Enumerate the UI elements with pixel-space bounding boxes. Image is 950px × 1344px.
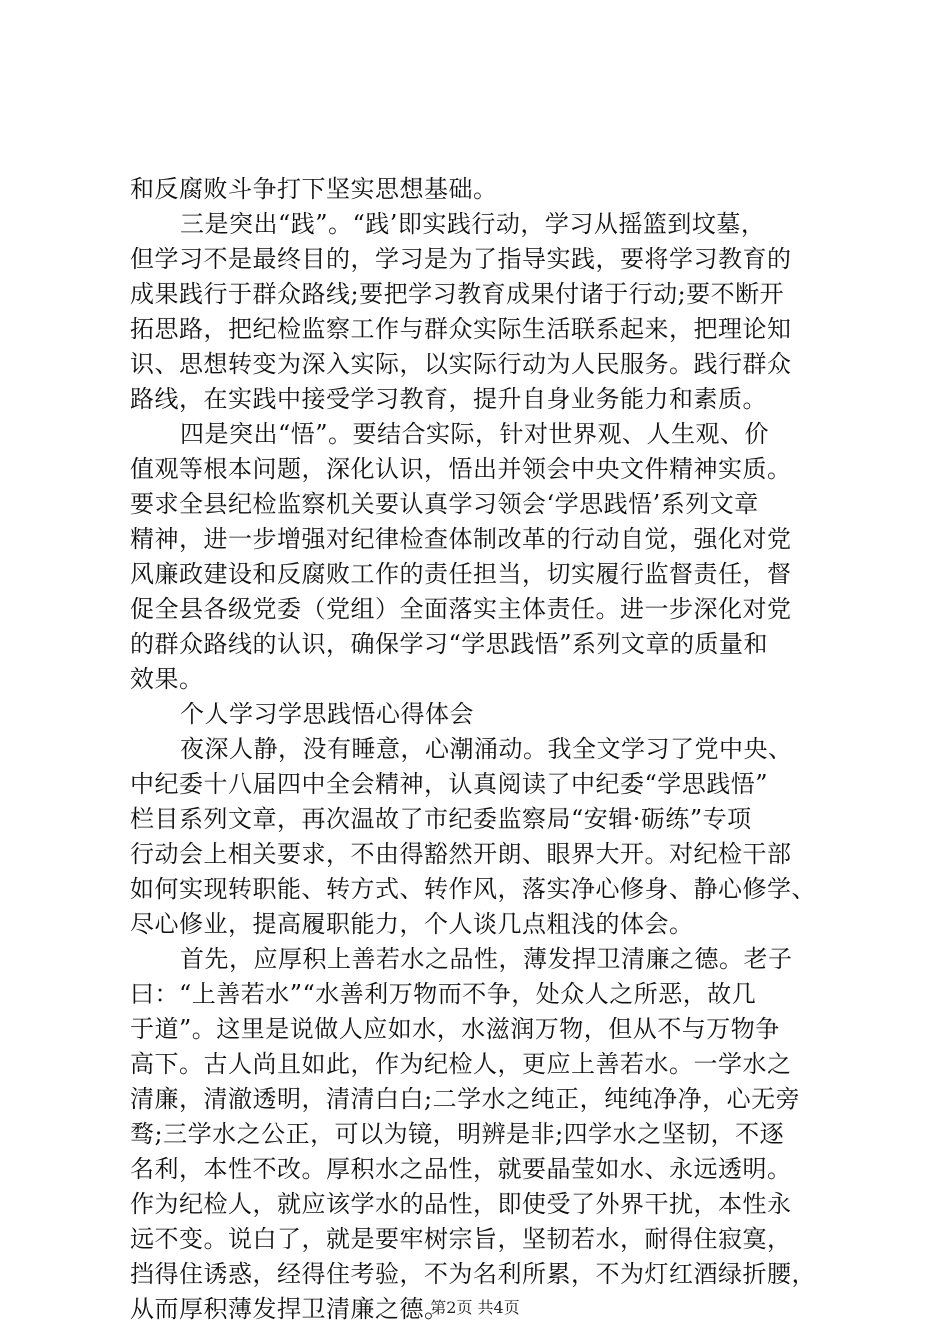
text-line: 要求全县纪检监察机关要认真学习领会‘学思践悟’系列文章 xyxy=(130,490,759,518)
text-line: 栏目系列文章，再次温故了市纪委监察局“安辑·砺练”专项 xyxy=(130,805,752,833)
paragraph-practice xyxy=(130,207,830,417)
text-line: 首先，应厚积上善若水之品性，薄发捍卫清廉之德。老子 xyxy=(180,945,793,973)
text-line: 中纪委十八届四中全会精神，认真阅读了中纪委“学思践悟” xyxy=(130,770,769,798)
text-line: 于道”。这里是说做人应如水，水滋润万物，但从不与万物争 xyxy=(130,1015,780,1043)
text-line: 但学习不是最终目的，学习是为了指导实践，要将学习教育的 xyxy=(130,245,792,273)
text-line: 识、思想转变为深入实际，以实际行动为人民服务。践行群众 xyxy=(130,350,792,378)
text-line: 效果。 xyxy=(130,665,204,693)
text-line: 行动会上相关要求，不由得豁然开朗、眼界大开。对纪检干部 xyxy=(130,840,792,868)
text-line: 清廉，清澈透明，清清白白;二学水之纯正，纯纯净净，心无旁 xyxy=(130,1085,801,1113)
text-line: 挡得住诱惑，经得住考验，不为名利所累，不为灯红酒绿折腰， xyxy=(130,1260,816,1288)
text-line: 值观等根本问题，深化认识，悟出并领会中央文件精神实质。 xyxy=(130,455,792,483)
paragraph-water-virtue xyxy=(130,942,830,1327)
text-line: 从而厚积薄发捍卫清廉之德。 xyxy=(130,1295,449,1323)
text-line: 促全县各级党委（党组）全面落实主体责任。进一步深化对党 xyxy=(130,595,792,623)
paragraph-continuation xyxy=(130,172,830,207)
text-line: 远不变。说白了，就是要牢树宗旨，坚韧若水，耐得住寂寞， xyxy=(130,1225,792,1253)
text-line: 的群众路线的认识，确保学习“学思践悟”系列文章的质量和 xyxy=(130,630,769,658)
text-line: 尽心修业，提高履职能力，个人谈几点粗浅的体会。 xyxy=(130,910,694,938)
text-line: 个人学习学思践悟心得体会 xyxy=(180,700,474,728)
text-line: 如何实现转职能、转方式、转作风，落实净心修身、静心修学、 xyxy=(130,875,816,903)
text-line: 夜深人静，没有睡意，心潮涌动。我全文学习了党中央、 xyxy=(180,735,793,763)
text-line: 路线，在实践中接受学习教育，提升自身业务能力和素质。 xyxy=(130,385,767,413)
text-line: 和反腐败斗争打下坚实思想基础。 xyxy=(130,175,498,203)
page-number-footer: 第2页 共4页 xyxy=(430,1298,520,1317)
text-line: 四是突出“悟”。要结合实际，针对世界观、人生观、价 xyxy=(180,420,770,448)
text-line: 三是突出“践”。“践’即实践行动，学习从摇篮到坟墓， xyxy=(180,210,766,238)
text-line: 风廉政建设和反腐败工作的责任担当，切实履行监督责任，督 xyxy=(130,560,792,588)
text-line: 高下。古人尚且如此，作为纪检人，更应上善若水。一学水之 xyxy=(130,1050,792,1078)
document-body xyxy=(130,172,830,1327)
text-line: 曰：“上善若水”“水善利万物而不争，处众人之所恶，故几 xyxy=(130,980,757,1008)
paragraph-intro xyxy=(130,732,830,942)
text-line: 作为纪检人，就应该学水的品性，即使受了外界干扰，本性永 xyxy=(130,1190,792,1218)
text-line: 名利，本性不改。厚积水之品性，就要晶莹如水、永远透明。 xyxy=(130,1155,792,1183)
paragraph-enlightenment xyxy=(130,417,830,697)
text-line: 精神，进一步增强对纪律检查体制改革的行动自觉，强化对党 xyxy=(130,525,792,553)
text-line: 骛;三学水之公正，可以为镜，明辨是非;四学水之坚韧，不逐 xyxy=(130,1120,785,1148)
text-line: 成果践行于群众路线;要把学习教育成果付诸于行动;要不断开 xyxy=(130,280,785,308)
text-line: 拓思路，把纪检监察工作与群众实际生活联系起来，把理论知 xyxy=(130,315,792,343)
section-heading xyxy=(130,697,830,732)
